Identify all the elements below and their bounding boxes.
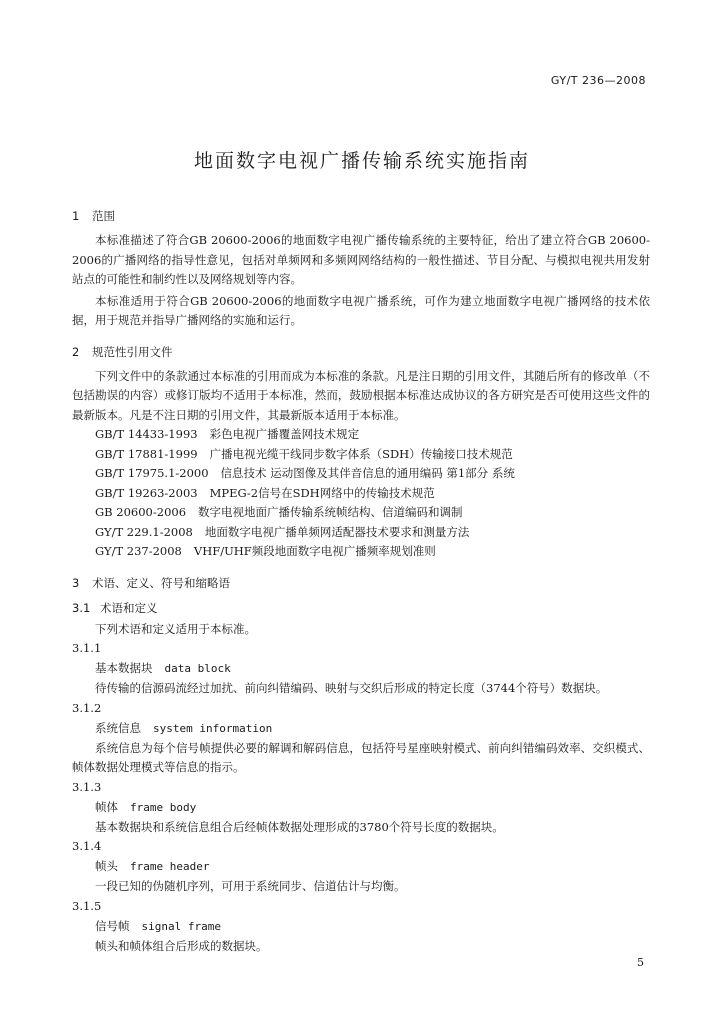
term-entry [72, 856, 650, 877]
term-clause-number: 3.1.1 [72, 641, 102, 655]
reference-item [72, 503, 650, 523]
term-english: system information [153, 721, 273, 735]
term-definition: 帧头和帧体组合后形成的数据块。 [95, 938, 268, 953]
term-english: frame body [130, 800, 197, 814]
reference-item [72, 425, 650, 445]
section-title: 术语、定义、符号和缩略语 [92, 575, 230, 590]
term-english: data block [164, 662, 231, 675]
reference-code: GB/T 14433-1993 [95, 427, 198, 441]
term-clause-number: 3.1.5 [72, 898, 102, 913]
section-number: 3 [72, 575, 80, 590]
reference-title: 彩色电视广播覆盖网技术规定 [209, 427, 360, 441]
document-body [72, 203, 650, 956]
section-number: 2 [72, 344, 80, 359]
paragraph: 本标准适用于符合GB 20600-2006的地面数字电视广播系统，可作为建立地面数字电视广播网络的技术依据，用于规范并指导广播网络的实施和运行。 [72, 293, 650, 327]
normative-references-list [72, 425, 650, 562]
section-number: 1 [72, 209, 80, 223]
term-entry [72, 718, 650, 739]
reference-item [72, 445, 650, 465]
reference-code: GY/T 229.1-2008 [95, 524, 193, 539]
term-definition: 一段已知的伪随机序列，可用于系统同步、信道估计与均衡。 [95, 879, 406, 893]
reference-title: 数字电视地面广播传输系统帧结构、信道编码和调制 [198, 505, 463, 519]
reference-item [72, 464, 650, 484]
reference-title: 地面数字电视广播单频网适配器技术要求和测量方法 [204, 524, 470, 539]
reference-code: GB/T 17975.1-2000 [95, 466, 209, 480]
document-title: 地面数字电视广播传输系统实施指南 [193, 150, 530, 172]
term-entry [72, 797, 650, 818]
reference-title: 广播电视光缆干线同步数字体系（SDH）传输接口技术规范 [209, 446, 513, 461]
term-definition: 基本数据块和系统信息组合后经帧体数据处理形成的3780个符号长度的数据块。 [95, 819, 504, 834]
term-clause-number: 3.1.4 [72, 839, 102, 853]
reference-code: GB/T 19263-2003 [95, 485, 198, 500]
term-english: frame header [130, 860, 210, 873]
section-2-heading [72, 339, 650, 365]
paragraph: 下列文件中的条款通过本标准的引用而成为本标准的条款。凡是注日期的引用文件，其随后所有的修改单（不包括勘误的内容）或修订版均不适用于本标准，然而，鼓励根据本标准达成协议的各方研究是否可使用这些文件的最新版本。凡是不注日期的引用文件，其最新版本适用于本标准。 [72, 368, 650, 422]
paragraph: 下列术语和定义适用于本标准。 [95, 621, 256, 636]
term-chinese: 系统信息 [95, 720, 141, 735]
section-title: 范围 [92, 209, 115, 223]
reference-code: GB 20600-2006 [95, 505, 187, 519]
reference-item [72, 484, 650, 504]
term-clause-number: 3.1.3 [72, 779, 102, 794]
term-entry [72, 916, 650, 937]
term-chinese: 信号帧 [95, 918, 130, 933]
term-english: signal frame [141, 919, 221, 933]
section-1-heading [72, 203, 650, 229]
section-title: 规范性引用文件 [92, 344, 173, 359]
term-definition: 待传输的信源码流经过加扰、前向纠错编码、映射与交织后形成的特定长度（3744个符号）数据块。 [95, 681, 608, 695]
term-chinese: 帧体 [95, 799, 118, 814]
reference-code: GB/T 17881-1999 [95, 446, 198, 461]
term-entry [72, 658, 650, 679]
term-clause-number: 3.1.2 [72, 700, 102, 715]
subsection-title: 术语和定义 [100, 600, 158, 615]
term-chinese: 基本数据块 [95, 661, 153, 675]
subsection-3-1-heading [72, 596, 650, 620]
reference-title: 信息技术 运动图像及其伴音信息的通用编码 第1部分 系统 [220, 466, 515, 480]
subsection-number: 3.1 [72, 600, 91, 615]
document-code: GY/T 236—2008 [550, 74, 646, 87]
reference-title: VHF/UHF频段地面数字电视广播频率规划准则 [193, 544, 436, 558]
reference-item [72, 523, 650, 543]
reference-code: GY/T 237-2008 [95, 544, 182, 558]
reference-title: MPEG-2信号在SDH网络中的传输技术规范 [209, 485, 435, 500]
reference-item [72, 542, 650, 562]
page-number: 5 [637, 956, 644, 969]
term-definition: 系统信息为每个信号帧提供必要的解调和解码信息，包括符号星座映射模式、前向纠错编码效率、交织模式、帧体数据处理模式等信息的指示。 [72, 740, 650, 774]
paragraph: 本标准描述了符合GB 20600-2006的地面数字电视广播传输系统的主要特征，给出了建立符合GB 20600-2006的广播网络的指导性意见，包括对单频网和多频网网络结构的一般性描述、节目分配、与模拟电视共用发射站点的可能性和制约性以及网络规划等内容。 [72, 233, 650, 286]
term-chinese: 帧头 [95, 859, 118, 873]
section-3-heading [72, 570, 650, 596]
